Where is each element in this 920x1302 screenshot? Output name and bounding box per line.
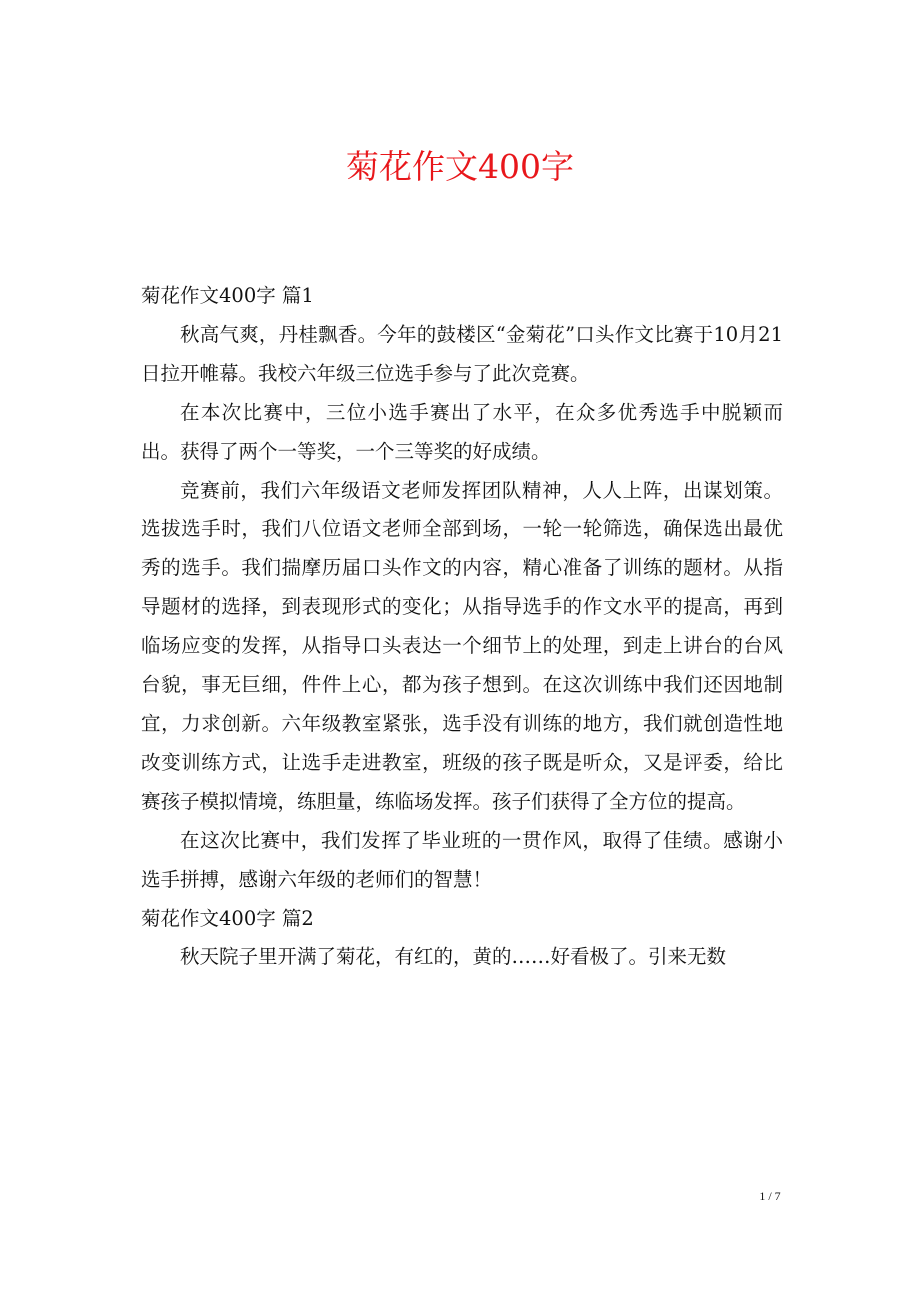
paragraph: 在这次比赛中，我们发挥了毕业班的一贯作风，取得了佳绩。感谢小选手拼搏，感谢六年级的老师们的智慧！	[141, 828, 783, 891]
paragraph: 秋天院子里开满了菊花，有红的，黄的……好看极了。引来无数	[180, 945, 727, 969]
document-title: 菊花作文400字	[346, 147, 574, 186]
paragraph: 竞赛前，我们六年级语文老师发挥团队精神，人人上阵，出谋划策。选拔选手时，我们八位语文老师全部到场，一轮一轮筛选，确保选出最优秀的选手。我们揣摩历届口头作文的内容，精心准备了训练的题材。从指导题材的选择，到表现形式的变化；从指导选手的作文水平的提高，再到临场应变的发挥，从指导口头表达一个细节上的处理，到走上讲台的台风台貌，事无巨细，件件上心，都为孩子想到。在这次训练中我们还因地制宜，力求创新。六年级教室紧张，选手没有训练的地方，我们就创造性地改变训练方式，让选手走进教室，班级的孩子既是听众，又是评委，给比赛孩子模拟情境，练胆量，练临场发挥。孩子们获得了全方位的提高。	[141, 478, 783, 813]
section-1	[141, 277, 783, 900]
page-number: 1 / 7	[759, 1189, 781, 1203]
paragraph: 在本次比赛中，三位小选手赛出了水平，在众多优秀选手中脱颖而出。获得了两个一等奖，一个三等奖的好成绩。	[141, 400, 783, 463]
paragraph: 秋高气爽，丹桂飘香。今年的鼓楼区“金菊花”口头作文比赛于10月21日拉开帷幕。我校六年级三位选手参与了此次竞赛。	[141, 322, 783, 385]
section-heading: 菊花作文400字 篇1	[141, 284, 314, 307]
section-heading: 菊花作文400字 篇2	[141, 906, 314, 930]
document-body	[141, 277, 783, 977]
section-2	[141, 900, 783, 978]
